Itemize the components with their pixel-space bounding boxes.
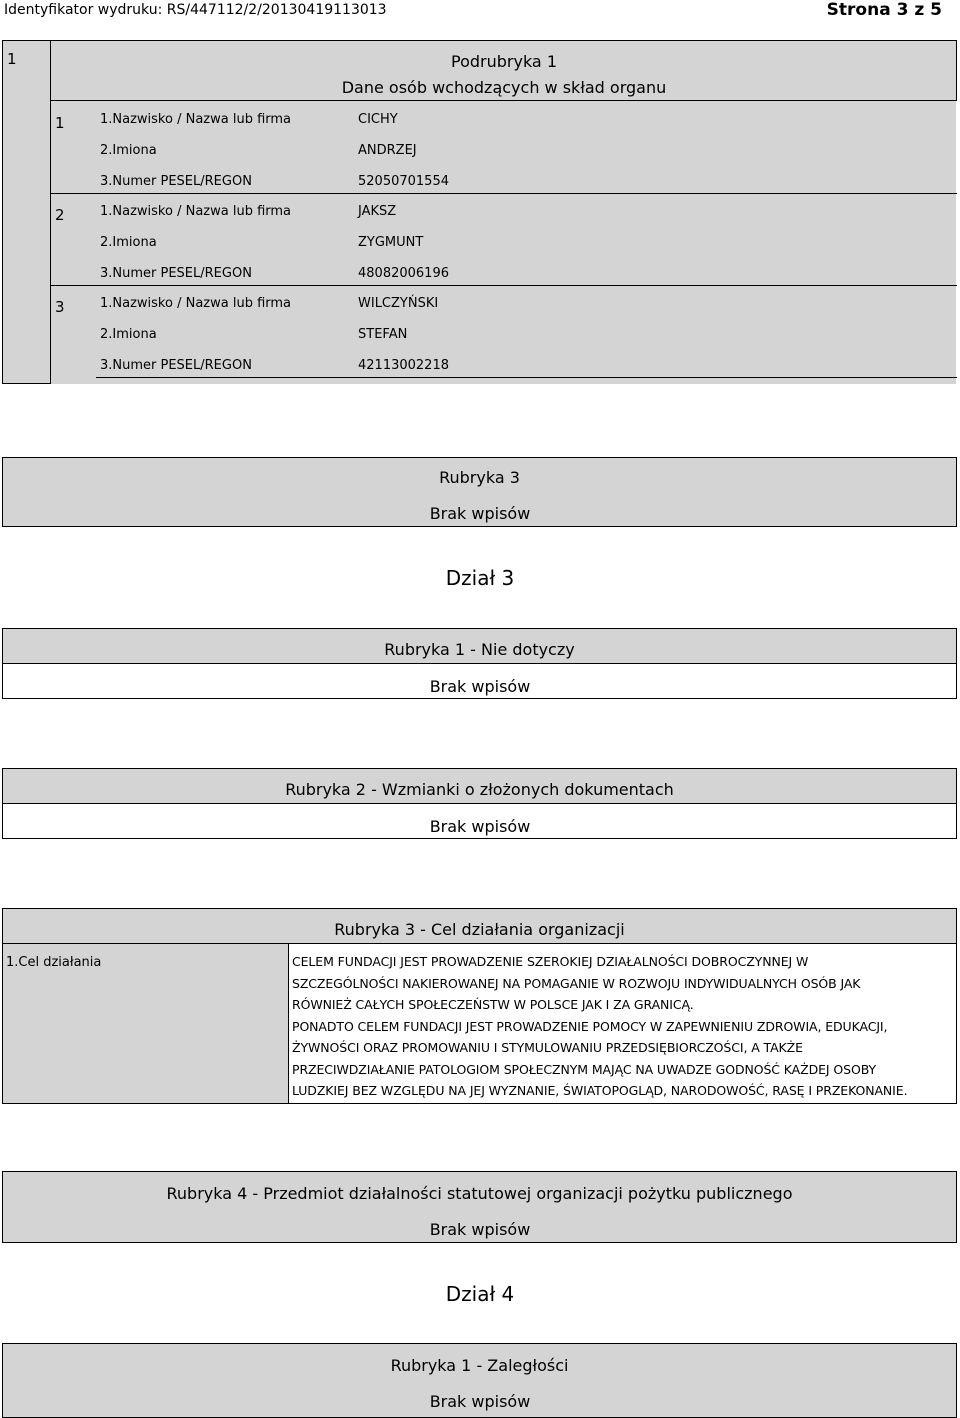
cel-line: RÓWNIEŻ CAŁYCH SPOŁECZEŃSTW W POLSCE JAK I ZA GRANICĄ. bbox=[292, 997, 694, 1012]
rubryka-4-value: Brak wpisów bbox=[429, 1220, 531, 1239]
person-2-name-label: 1.Nazwisko / Nazwa lub firma bbox=[100, 204, 292, 219]
person-1-pesel-label: 3.Numer PESEL/REGON bbox=[100, 174, 252, 189]
border-top bbox=[2, 40, 957, 41]
title-divider bbox=[50, 100, 957, 101]
rubryka-1-value: Brak wpisów bbox=[429, 677, 531, 696]
cel-line: PRZECIWDZIAŁANIE PATOLOGIOM SPOŁECZNYM MAJĄC NA UWADZE GODNOŚĆ KAŻDEJ OSOBY bbox=[292, 1061, 877, 1077]
border-left bbox=[2, 40, 3, 384]
podrubryka-title: Podrubryka 1 bbox=[451, 52, 557, 71]
person-1-index: 1 bbox=[55, 114, 65, 132]
page-number: Strona 3 z 5 bbox=[826, 0, 942, 20]
cel-line: ŻYWNOŚCI ORAZ PROMOWANIU I STYMULOWANIU PRZEDSIĘBIORCZOŚCI, A TAKŻE bbox=[292, 1040, 803, 1055]
person-3-pesel-label: 3.Numer PESEL/REGON bbox=[100, 358, 252, 373]
rubryka-3-title: Rubryka 3 bbox=[439, 468, 520, 487]
cel-line: PONADTO CELEM FUNDACJI JEST PROWADZENIE POMOCY W ZAPEWNIENIU ZDROWIA, EDUKACJI, bbox=[292, 1018, 888, 1034]
cel-text bbox=[292, 951, 956, 1102]
person-2-name: JAKSZ bbox=[358, 204, 397, 219]
person-1-first: ANDRZEJ bbox=[358, 143, 417, 158]
cel-line: SZCZEGÓLNOŚCI NAKIEROWANEJ NA POMAGANIE W ROZWOJU INDYWIDUALNYCH OSÓB JAK bbox=[292, 975, 861, 991]
person-1-name-label: 1.Nazwisko / Nazwa lub firma bbox=[100, 112, 292, 127]
rubryka-3-value: Brak wpisów bbox=[429, 504, 531, 523]
person-1-pesel: 52050701554 bbox=[358, 174, 449, 189]
podrubryka-subtitle: Dane osób wchodzących w skład organu bbox=[341, 78, 667, 97]
rubryka-2-box bbox=[2, 768, 957, 804]
dzial-3-title: Dział 3 bbox=[445, 566, 515, 590]
person-1-name: CICHY bbox=[358, 112, 398, 127]
cel-label: 1.Cel działania bbox=[6, 955, 102, 970]
dzial-4-title: Dział 4 bbox=[445, 1282, 515, 1306]
person-divider bbox=[50, 193, 957, 194]
person-3-first: STEFAN bbox=[358, 327, 408, 342]
rubryka-1-title: Rubryka 1 - Nie dotyczy bbox=[384, 640, 575, 659]
person-2-index: 2 bbox=[55, 206, 65, 224]
rubryka-1-box bbox=[2, 628, 957, 664]
person-3-name: WILCZYŃSKI bbox=[358, 296, 439, 311]
rubryka-cel-title: Rubryka 3 - Cel działania organizacji bbox=[334, 920, 625, 939]
rubryka-4-title: Rubryka 4 - Przedmiot działalności statutowej organizacji pożytku publicznego bbox=[166, 1184, 793, 1203]
print-identifier: Identyfikator wydruku: RS/447112/2/20130419113013 bbox=[4, 2, 387, 18]
rubryka-2-value: Brak wpisów bbox=[429, 817, 531, 836]
person-2-first-label: 2.Imiona bbox=[100, 235, 157, 250]
person-1-first-label: 2.Imiona bbox=[100, 143, 157, 158]
cel-divider bbox=[2, 943, 289, 944]
person-3-first-label: 2.Imiona bbox=[100, 327, 157, 342]
person-divider bbox=[50, 285, 957, 286]
podrubryka-index: 1 bbox=[7, 50, 17, 68]
person-3-pesel: 42113002218 bbox=[358, 358, 449, 373]
person-2-pesel: 48082006196 bbox=[358, 266, 449, 281]
person-2-first: ZYGMUNT bbox=[358, 235, 424, 250]
rubryka-2-title: Rubryka 2 - Wzmianki o złożonych dokumentach bbox=[285, 780, 674, 799]
person-3-name-label: 1.Nazwisko / Nazwa lub firma bbox=[100, 296, 292, 311]
dzial-4-rubryka-1-title: Rubryka 1 - Zaległości bbox=[390, 1356, 569, 1375]
dzial-4-rubryka-1-value: Brak wpisów bbox=[429, 1392, 531, 1411]
person-2-pesel-label: 3.Numer PESEL/REGON bbox=[100, 266, 252, 281]
person-divider bbox=[96, 377, 957, 378]
cel-line: LUDZKIEJ BEZ WZGLĘDU NA JEJ WYZNANIE, ŚWIATOPOGLĄD, NARODOWOŚĆ, RASĘ I PRZEKONANIE. bbox=[292, 1083, 908, 1098]
person-3-index: 3 bbox=[55, 298, 65, 316]
cel-line: CELEM FUNDACJI JEST PROWADZENIE SZEROKIEJ DZIAŁALNOŚCI DOBROCZYNNEJ W bbox=[292, 954, 809, 969]
border-bottom-left bbox=[2, 383, 51, 384]
